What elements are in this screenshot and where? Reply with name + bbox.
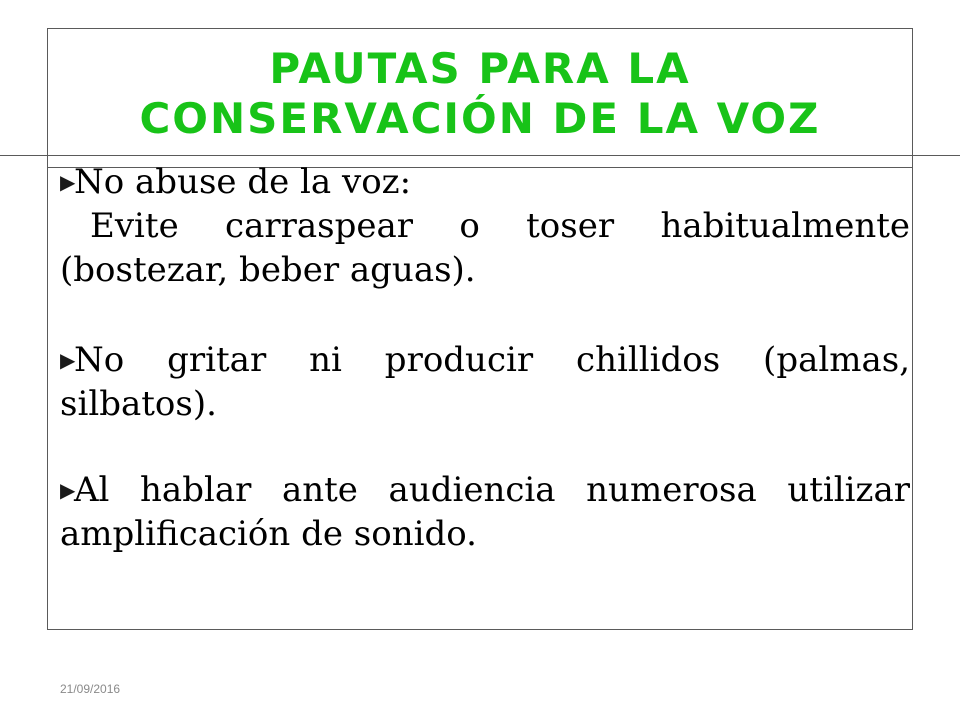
bullet-item-2-text: No gritar ni producir chillidos (palmas, silbatos). xyxy=(60,340,910,424)
bullet-item-2 xyxy=(60,338,910,426)
slide-body xyxy=(60,160,910,556)
triangle-bullet-icon: ▶ xyxy=(60,348,76,372)
bullet-item-3-text: Al hablar ante audiencia numerosa utilizar amplificación de sonido. xyxy=(60,470,910,554)
triangle-bullet-icon: ▶ xyxy=(60,170,76,194)
triangle-bullet-icon: ▶ xyxy=(60,478,76,502)
slide-title xyxy=(47,44,913,144)
footer-date: 21/09/2016 xyxy=(60,682,121,696)
bullet-item-1-lead: No abuse de la voz: xyxy=(74,162,412,202)
title-divider-top xyxy=(0,155,960,156)
bullet-item-3 xyxy=(60,468,910,556)
title-line-2: CONSERVACIÓN DE LA VOZ xyxy=(139,94,821,143)
spacer xyxy=(60,426,910,468)
title-line-1: PAUTAS PARA LA xyxy=(269,44,691,93)
bullet-item-1 xyxy=(60,160,910,204)
spacer xyxy=(60,292,910,338)
bullet-item-1-detail: Evite carraspear o toser habitualmente (bostezar, beber aguas). xyxy=(60,206,910,290)
